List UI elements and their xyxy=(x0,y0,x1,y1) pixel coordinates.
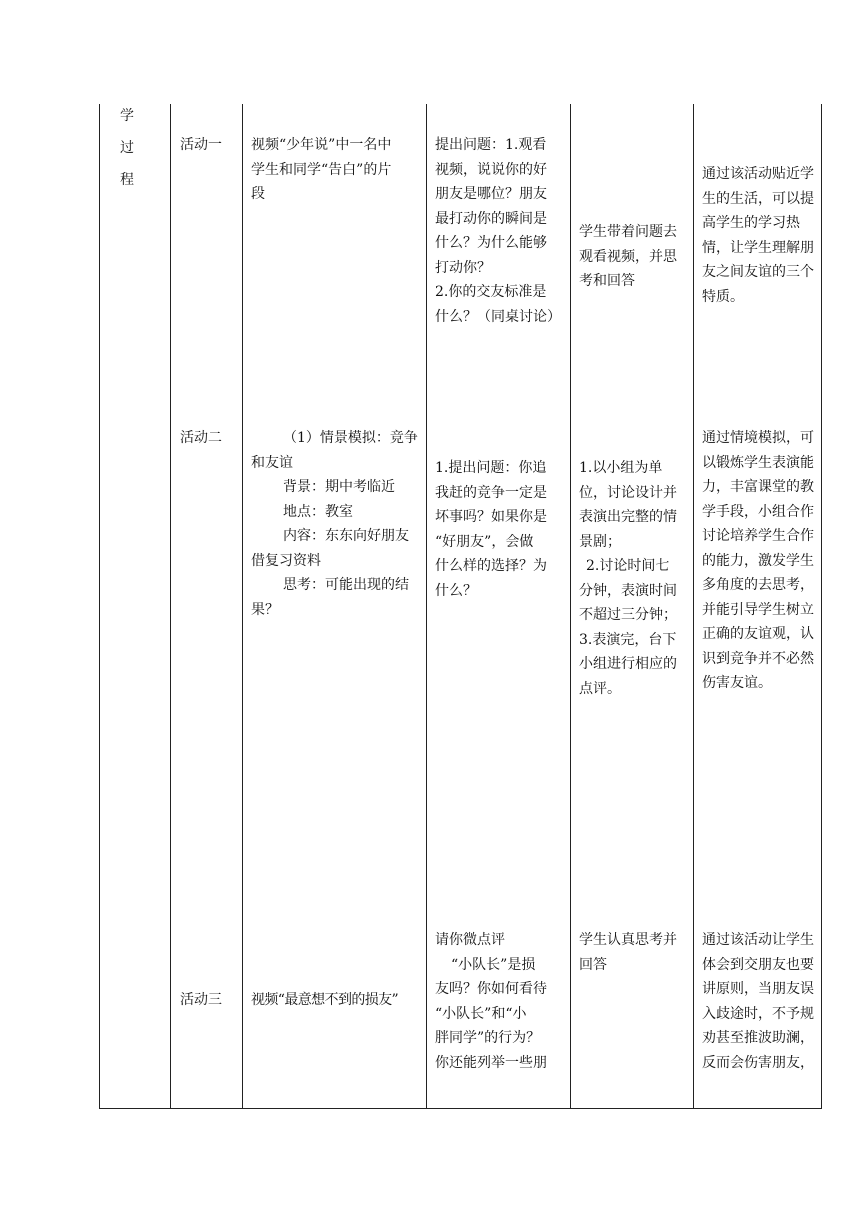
activity-1-content: 视频“少年说”中一名中 学生和同学“告白”的片 段 xyxy=(251,137,392,202)
table-border-bottom xyxy=(99,1108,821,1109)
table-divider-3 xyxy=(426,104,427,1109)
activity-1-name: 活动一 xyxy=(180,137,222,153)
activity-1-teacher: 提出问题：1.观看 视频，说说你的好 朋友是哪位？朋友 最打动你的瞬间是 什么？为什么能够 打动你？ 2.你的交友标准是 什么？（同桌讨论） xyxy=(435,137,561,325)
table-divider-5 xyxy=(693,104,694,1109)
activity-3-name: 活动三 xyxy=(180,992,222,1008)
activity-1-student: 学生带着问题去 观看视频，并思 考和回答 xyxy=(579,224,677,289)
activity-3-intent: 通过该活动让学生 体会到交朋友也要 讲原则，当朋友误 入歧途时，不予规 劝甚至推波助澜， 反而会伤害朋友， xyxy=(702,932,814,1071)
activity-2-teacher: 1.提出问题：你追 我赶的竞争一定是 坏事吗？如果你是 “好朋友”，会做 什么样的选择？为 什么？ xyxy=(435,460,547,599)
activity-2-intent: 通过情境模拟，可 以锻炼学生表演能 力，丰富课堂的教 学手段，小组合作 讨论培养学生合作 的能力，激发学生 多角度的去思考， 并能引导学生树立 正确的友谊观，认 识到竞争并不必然 伤害友谊。 xyxy=(702,430,814,691)
activity-3-teacher: 请你微点评 “小队长”是损 友吗？你如何看待 “小队长”和“小 胖同学”的行为？ 你还能列举一些朋 xyxy=(435,932,547,1071)
table-divider-2 xyxy=(242,104,243,1109)
table-border-right xyxy=(821,104,822,1109)
table-border-left xyxy=(99,104,100,1109)
activity-2-name: 活动二 xyxy=(180,430,222,446)
activity-2-student: 1.以小组为单 位，讨论设计并 表演出完整的情 景剧； 2.讨论时间七 分钟，表演时间 不超过三分钟； 3.表演完，台下 小组进行相应的 点评。 xyxy=(579,460,677,697)
stage-label: 学 过 程 xyxy=(120,108,134,188)
table-divider-1 xyxy=(170,104,171,1109)
activity-3-content: 视频“最意想不到的损友” xyxy=(251,992,399,1008)
table-divider-4 xyxy=(570,104,571,1109)
activity-3-student: 学生认真思考并 回答 xyxy=(579,932,677,973)
activity-1-intent: 通过该活动贴近学 生的生活，可以提 高学生的学习热 情，让学生理解朋 友之间友谊的三个 特质。 xyxy=(702,166,814,305)
activity-2-content: （1）情景模拟：竞争 和友谊 背景：期中考临近 地点：教室 内容：东东向好朋友 借复习资料 思考：可能出现的结 果？ xyxy=(251,430,418,618)
